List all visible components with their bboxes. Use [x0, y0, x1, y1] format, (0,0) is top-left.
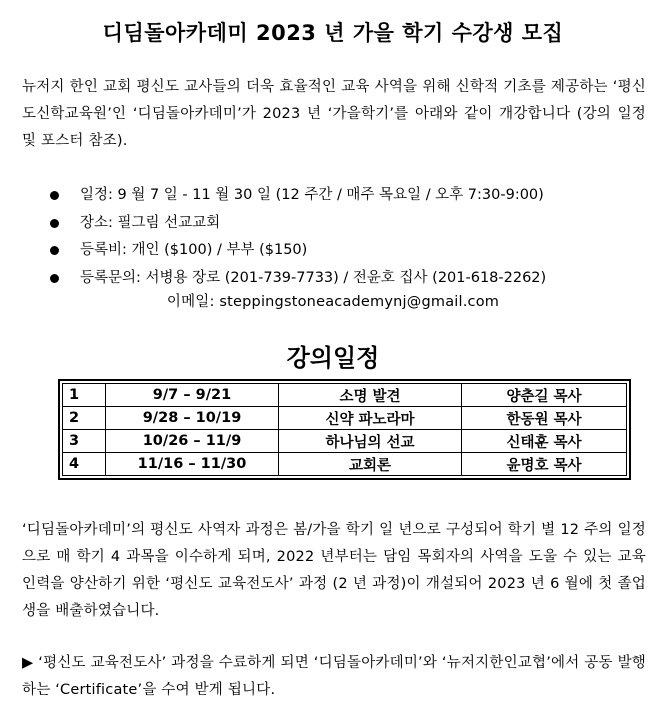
certificate-note: ▶ ‘평신도 교육전도사’ 과정을 수료하게 되면 ‘디딤돌아카데미’와 ‘뉴저지한인교협’에서 공동 발행하는 ‘Certificate’을 수여 받게 됩니다. — [22, 655, 646, 698]
bullet-icon — [50, 219, 59, 228]
row-course: 교회론 — [279, 453, 462, 476]
row-instructor: 신태훈 목사 — [462, 430, 627, 453]
row-number: 4 — [63, 453, 106, 476]
table-row — [63, 407, 627, 430]
detail-contact — [50, 265, 546, 293]
page-title: 디딤돌아카데미 2023 년 가을 학기 수강생 모집 — [102, 21, 564, 45]
schedule-table — [58, 379, 631, 480]
bullet-icon — [50, 191, 59, 200]
bullet-icon — [50, 274, 59, 283]
row-course: 신약 파노라마 — [279, 407, 462, 430]
row-course: 하나님의 선교 — [279, 430, 462, 453]
table-row — [63, 384, 627, 407]
row-number: 2 — [63, 407, 106, 430]
row-dates: 9/28 – 10/19 — [106, 407, 279, 430]
detail-text: 일정: 9 월 7 일 - 11 월 30 일 (12 주간 / 매주 목요일 / 오후 7:30-9:00) — [80, 187, 544, 203]
schedule-heading: 강의일정 — [286, 344, 380, 372]
row-dates: 9/7 – 9/21 — [106, 384, 279, 407]
program-description: ‘디딤돌아카데미’의 평신도 사역자 과정은 봄/가을 학기 일 년으로 구성되어 학기 별 12 주의 일정으로 매 학기 4 과목을 이수하게 되며, 2022 년부터는 담임 목회자의 사역을 도울 수 있는 교육 인력을 양산하기 위한 ‘평신도 교육전도사’ 과정 (2 년 과정)이 개설되어 2023 년 6 월에 첫 졸업생을 배출하였습니다. — [22, 522, 646, 619]
contact-email: 이메일: steppingstoneacademynj@gmail.com — [166, 294, 500, 310]
row-instructor: 양춘길 목사 — [462, 384, 627, 407]
detail-text: 장소: 필그림 선교교회 — [80, 214, 221, 231]
detail-location — [50, 210, 546, 238]
bullet-icon — [50, 246, 59, 255]
table-row — [63, 430, 627, 453]
row-instructor: 윤명호 목사 — [462, 453, 627, 476]
table-row — [63, 453, 627, 476]
detail-fee — [50, 237, 546, 265]
details-list — [50, 182, 546, 292]
detail-schedule — [50, 182, 546, 210]
row-dates: 11/16 – 11/30 — [106, 453, 279, 476]
row-dates: 10/26 – 11/9 — [106, 430, 279, 453]
row-instructor: 한동원 목사 — [462, 407, 627, 430]
row-number: 3 — [63, 430, 106, 453]
row-course: 소명 발견 — [279, 384, 462, 407]
intro-paragraph: 뉴저지 한인 교회 평신도 교사들의 더욱 효율적인 교육 사역을 위해 신학적 기초를 제공하는 ‘평신도신학교육원’인 ‘디딤돌아카데미’가 2023 년 ‘가을학기’를 아래와 같이 개강합니다 (강의 일정 및 포스터 참조). — [22, 79, 646, 149]
detail-text: 등록비: 개인 ($100) / 부부 ($150) — [80, 242, 308, 258]
row-number: 1 — [63, 384, 106, 407]
detail-text: 등록문의: 서병용 장로 (201-739-7733) / 전윤호 집사 (201-618-2262) — [80, 269, 547, 286]
